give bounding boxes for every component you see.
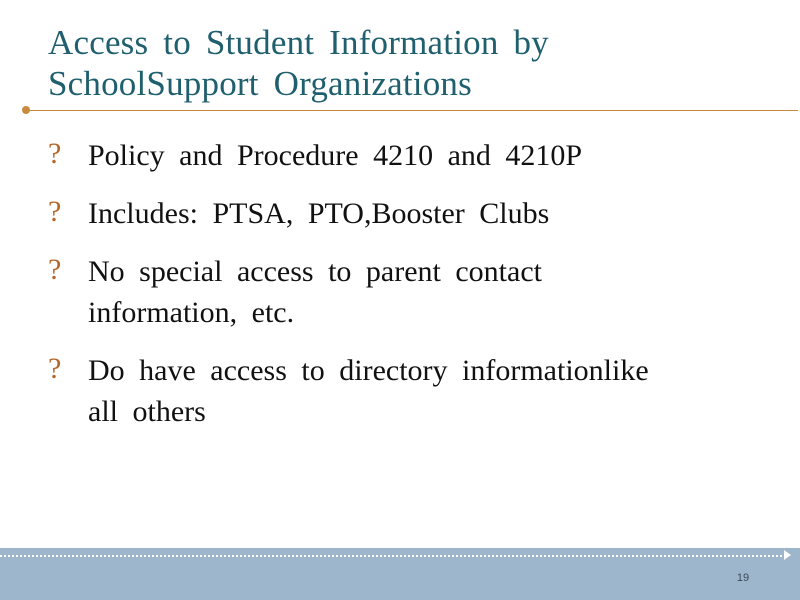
bullet-text-line: No special access to parent contact: [88, 255, 542, 288]
bullet-item: [48, 350, 768, 432]
bullet-text-line: Policy and Procedure 4210 and 4210P: [88, 139, 583, 172]
title-divider: [28, 110, 798, 111]
question-mark-bullet-icon: ?: [48, 352, 62, 385]
question-mark-bullet-icon: ?: [48, 195, 62, 228]
bullet-item: [48, 193, 768, 234]
arrow-right-icon: [784, 550, 791, 560]
bullet-text-line: Do have access to directory informationlike: [88, 354, 649, 387]
title-line-2: SchoolSupport Organizations: [48, 64, 472, 103]
bullet-text-line: Includes: PTSA, PTO,Booster Clubs: [88, 197, 550, 230]
bullet-item: [48, 135, 768, 176]
question-mark-bullet-icon: ?: [48, 137, 62, 170]
bullet-item: [48, 251, 768, 333]
title-line-1: Access to Student Information by: [48, 23, 549, 62]
question-mark-bullet-icon: ?: [48, 253, 62, 286]
footer-dotted-line: [0, 555, 786, 557]
bullet-text-line: all others: [88, 395, 206, 428]
bullet-text-line: information, etc.: [88, 296, 295, 329]
slide-title: [48, 22, 748, 104]
page-number: 19: [736, 572, 750, 584]
bullet-list: [48, 135, 768, 449]
